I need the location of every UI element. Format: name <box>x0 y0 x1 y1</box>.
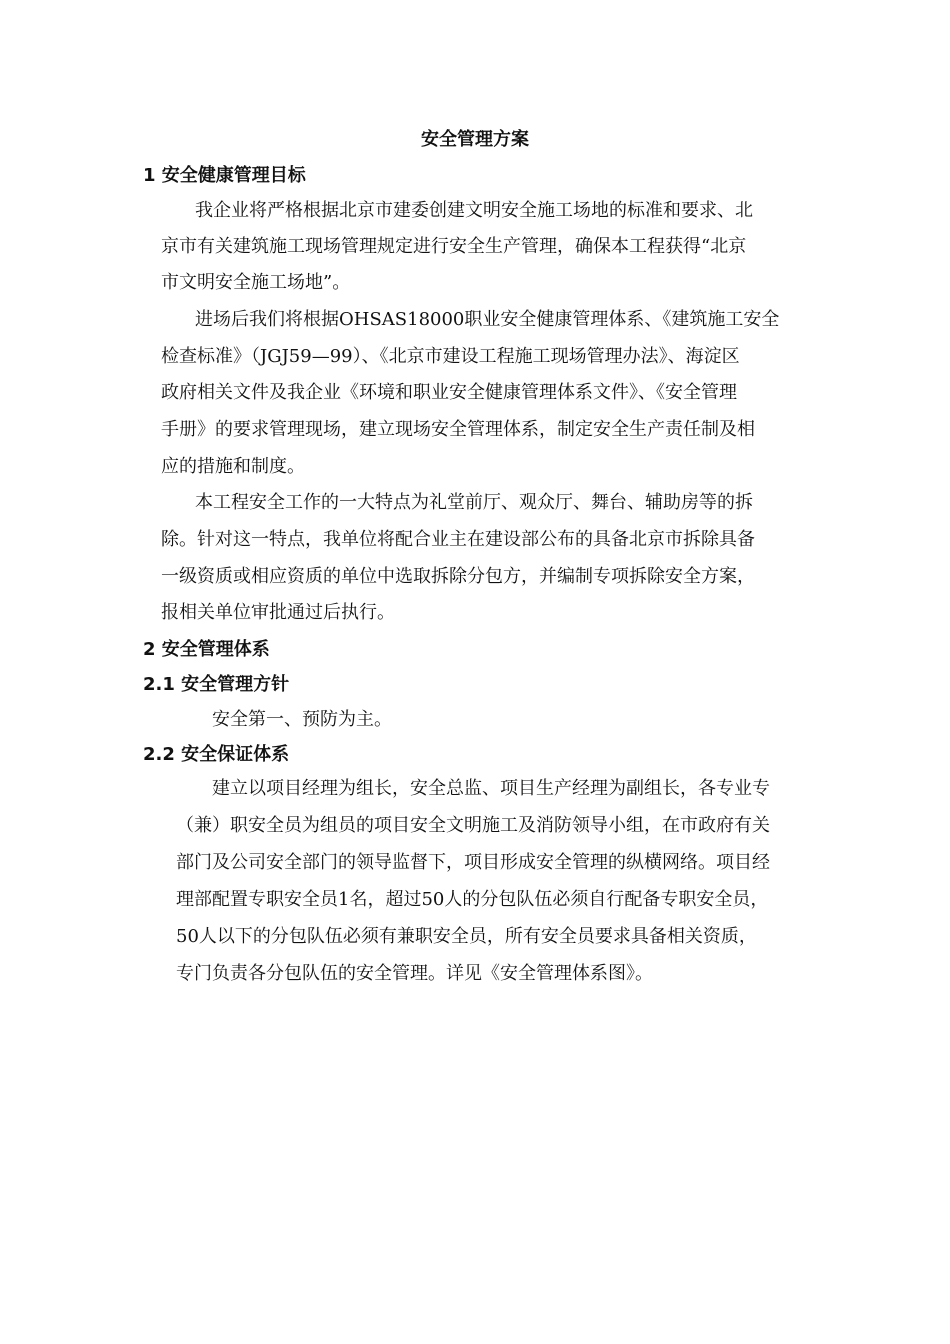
paragraph-line: 进场后我们将根据OHSAS18000职业安全健康管理体系、《建筑施工安全 <box>195 309 780 330</box>
paragraph-line: 京市有关建筑施工现场管理规定进行安全生产管理，确保本工程获得“北京 <box>161 236 747 257</box>
paragraph-line: 建立以项目经理为组长，安全总监、项目生产经理为副组长，各专业专 <box>212 778 770 799</box>
document-title: 安全管理方案 <box>421 129 529 150</box>
paragraph-line: 50人以下的分包队伍必须有兼职安全员，所有安全员要求具备相关资质， <box>176 926 757 947</box>
paragraph-line: 一级资质或相应资质的单位中选取拆除分包方，并编制专项拆除安全方案， <box>161 566 755 587</box>
paragraph-line: 部门及公司安全部门的领导监督下，项目形成安全管理的纵横网络。项目经 <box>176 852 770 873</box>
paragraph-line: 我企业将严格根据北京市建委创建文明安全施工场地的标准和要求、北 <box>195 200 753 221</box>
section-1-heading: 1 安全健康管理目标 <box>143 165 306 186</box>
paragraph-line: 专门负责各分包队伍的安全管理。详见《安全管理体系图》。 <box>176 963 653 984</box>
subsection-2-1-heading: 2.1 安全管理方针 <box>143 674 290 695</box>
paragraph-line: 本工程安全工作的一大特点为礼堂前厅、观众厅、舞台、辅助房等的拆 <box>195 492 753 513</box>
paragraph-line: 除。针对这一特点，我单位将配合业主在建设部公布的具备北京市拆除具备 <box>161 529 755 550</box>
section-2-heading: 2 安全管理体系 <box>143 639 270 660</box>
paragraph-line: 理部配置专职安全员1名，超过50人的分包队伍必须自行配备专职安全员， <box>176 889 769 910</box>
paragraph-line: 手册》的要求管理现场，建立现场安全管理体系，制定安全生产责任制及相 <box>161 419 755 440</box>
paragraph-line: 政府相关文件及我企业《环境和职业安全健康管理体系文件》、《安全管理 <box>161 382 737 403</box>
subsection-2-2-heading: 2.2 安全保证体系 <box>143 744 290 765</box>
paragraph-line: 应的措施和制度。 <box>161 456 305 477</box>
paragraph-line: （兼）职安全员为组员的项目安全文明施工及消防领导小组，在市政府有关 <box>176 815 770 836</box>
paragraph-line: 市文明安全施工场地”。 <box>161 272 351 293</box>
paragraph-line: 安全第一、预防为主。 <box>212 709 392 730</box>
paragraph-line: 检查标准》（JGJ59—99）、《北京市建设工程施工现场管理办法》、海淀区 <box>161 346 740 367</box>
paragraph-line: 报相关单位审批通过后执行。 <box>161 602 395 623</box>
